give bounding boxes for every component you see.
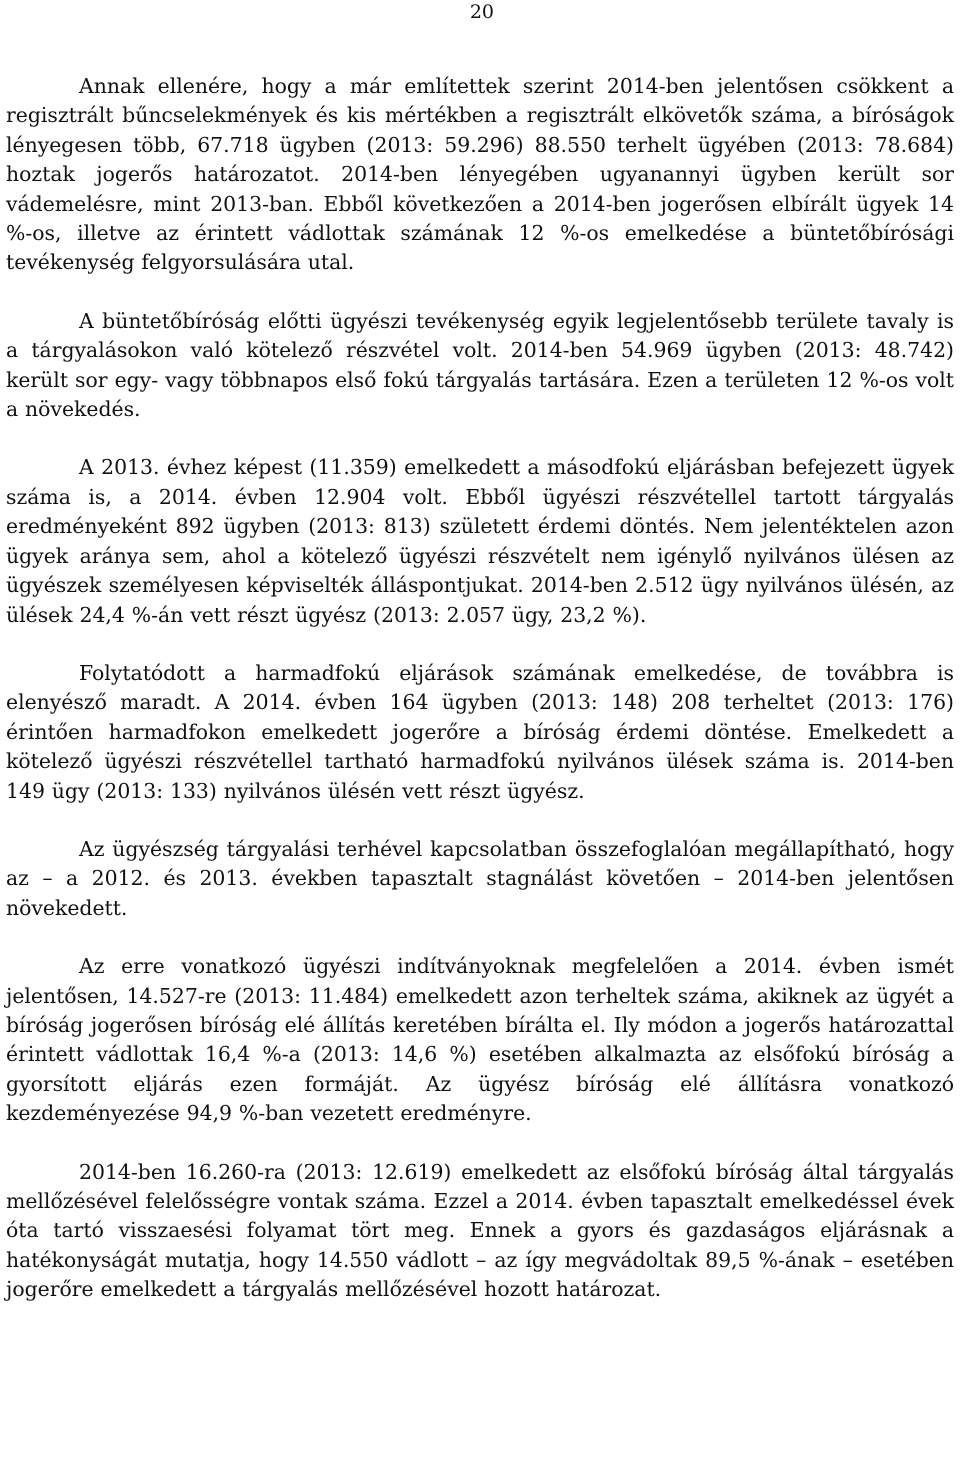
paragraph-5: Az ügyészség tárgyalási terhével kapcsolatban összefoglalóan megállapítható, hogy az – a 2012. és 2013. években tapasztalt stagnálást követően – 2014-ben jelentősen növekedett. xyxy=(6,836,954,920)
paragraph-3: A 2013. évhez képest (11.359) emelkedett a másodfokú eljárásban befejezett ügyek száma is, a 2014. évben 12.904 volt. Ebből ügyészi részvétellel tartott tárgyalás eredményeként 892 ügyben (2013: 813) született érdemi döntés. Nem jelentéktelen azon ügyek aránya sem, ahol a kötelező ügyészi részvételt nem igénylő nyilvános ülésen az ügyészek személyesen képviselték álláspontjukat. 2014-ben 2.512 ügy nyilvános ülésén, az ülések 24,4 %-án vett részt ügyész (2013: 2.057 ügy, 23,2 %). xyxy=(6,455,954,627)
paragraph-1: Annak ellenére, hogy a már említettek szerint 2014-ben jelentősen csökkent a regisztrált bűncselekmények és kis mértékben a regisztrált elkövetők száma, a bíróságok lényegesen több, 67.718 ügyben (2013: 59.296) 88.550 terhelt ügyében (2013: 78.684) hoztak jogerős határozatot. 2014-ben lényegében ugyanannyi ügyben került sor vádemelésre, mint 2013-ban. Ebből következően a 2014-ben jogerősen elbírált ügyek 14 %-os, illetve az érintett vádlottak számának 12 %-os emelkedése a büntetőbírósági tevékenység felgyorsulására utal. xyxy=(6,74,954,275)
paragraph-7: 2014-ben 16.260-ra (2013: 12.619) emelkedett az elsőfokú bíróság által tárgyalás mellőzésével felelősségre vontak száma. Ezzel a 2014. évben tapasztalt emelkedéssel évek óta tartó visszaesési folyamat tört meg. Ennek a gyors és gazdaságos eljárásnak a hatékonyságát mutatja, hogy 14.550 vádlott – az így megvádoltak 89,5 %-ának – esetében jogerőre emelkedett a tárgyalás mellőzésével hozott határozat. xyxy=(6,1159,954,1302)
page-number: 20 xyxy=(469,1,494,23)
paragraph-6: Az erre vonatkozó ügyészi indítványoknak megfelelően a 2014. évben ismét jelentősen, 14.527-re (2013: 11.484) emelkedett azon terheltek száma, akiknek az ügyét a bíróság jogerősen bíróság elé állítás keretében bírálta el. Ily módon a jogerős határozattal érintett vádlottak 16,4 %-a (2013: 14,6 %) esetében alkalmazta az elsőfokú bíróság a gyorsított eljárás ezen formáját. Az ügyész bíróság elé állításra vonatkozó kezdeményezése 94,9 %-ban vezetett eredményre. xyxy=(6,954,954,1126)
paragraph-4: Folytatódott a harmadfokú eljárások számának emelkedése, de továbbra is elenyésző maradt. A 2014. évben 164 ügyben (2013: 148) 208 terheltet (2013: 176) érintően harmadfokon emelkedett jogerőre a bíróság érdemi döntése. Emelkedett a kötelező ügyészi részvétellel tartható harmadfokú nyilvános ülések száma is. 2014-ben 149 ügy (2013: 133) nyilvános ülésén vett részt ügyész. xyxy=(6,660,954,803)
paragraph-2: A büntetőbíróság előtti ügyészi tevékenység egyik legjelentősebb területe tavaly is a tárgyalásokon való kötelező részvétel volt. 2014-ben 54.969 ügyben (2013: 48.742) került sor egy- vagy többnapos első fokú tárgyalás tartására. Ezen a területen 12 %-os volt a növekedés. xyxy=(6,308,954,422)
document-body xyxy=(6,72,954,1305)
